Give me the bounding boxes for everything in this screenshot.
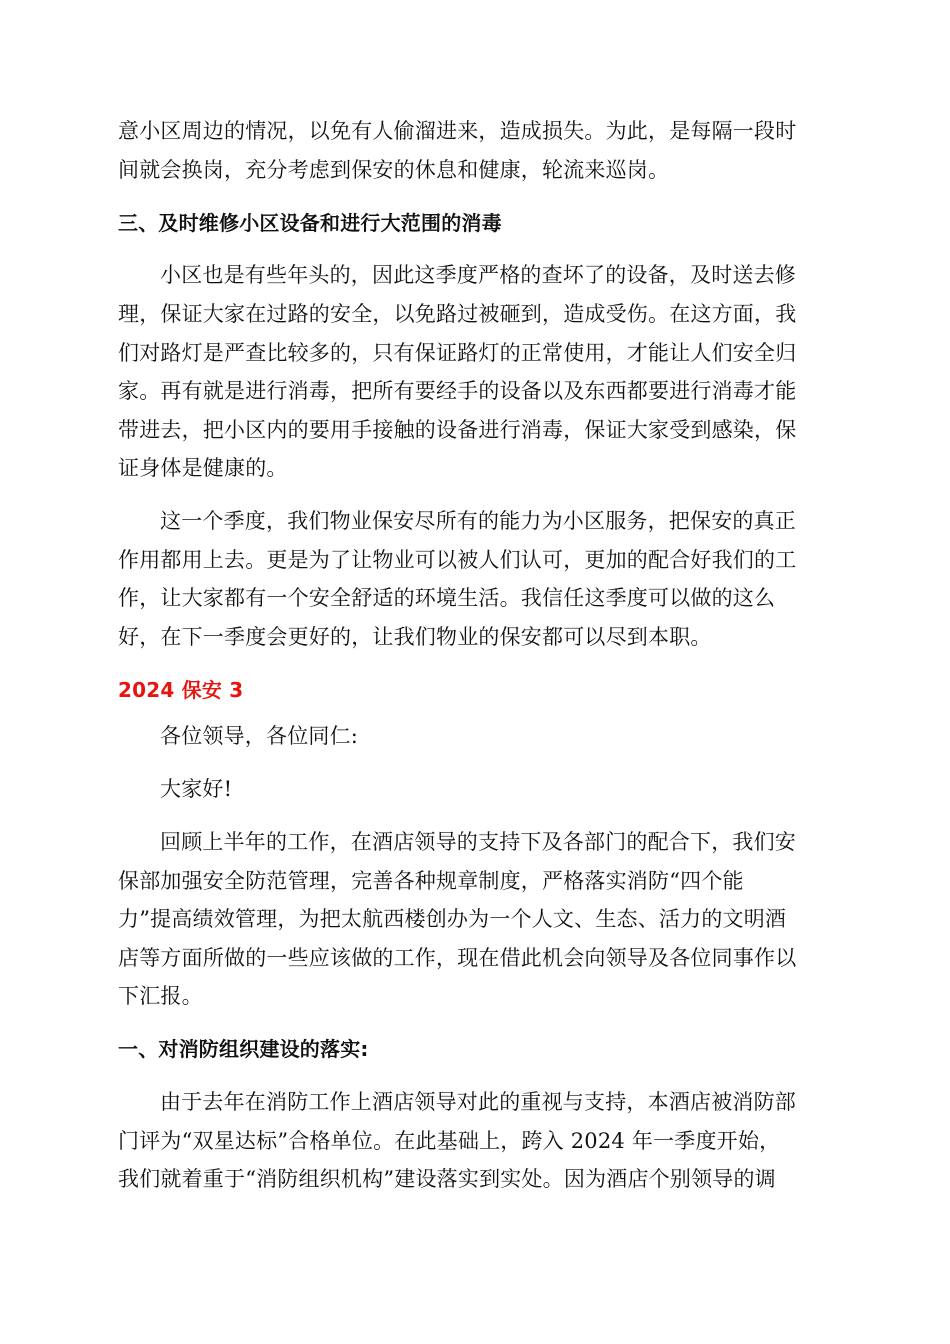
- section-title: 2024 保安 3: [118, 678, 244, 702]
- paragraph-intro-line-2: 间就会换岗，充分考虑到保安的休息和健康，轮流来巡岗。: [118, 158, 670, 182]
- paragraph-summary-line-4: 好，在下一季度会更好的，让我们物业的保安都可以尽到本职。: [118, 625, 712, 649]
- paragraph-repair-line-2: 理，保证大家在过路的安全，以免路过被砸到，造成受伤。在这方面，我: [118, 302, 797, 326]
- paragraph-review-line-3: 力”提高绩效管理，为把太航西楼创办为一个人文、生态、活力的文明酒: [118, 907, 787, 931]
- paragraph-fire-line-3: 我们就着重于“消防组织机构”建设落实到实处。因为酒店个别领导的调: [118, 1167, 776, 1191]
- greeting-all: 大家好!: [160, 777, 233, 801]
- paragraph-repair-line-3: 们对路灯是严查比较多的，只有保证路灯的正常使用，才能让人们安全归: [118, 341, 797, 365]
- paragraph-repair-line-6: 证身体是健康的。: [118, 456, 288, 480]
- paragraph-fire-line-2: 门评为“双星达标”合格单位。在此基础上，跨入 2024 年一季度开始，: [118, 1129, 781, 1153]
- paragraph-summary-line-2: 作用都用上去。更是为了让物业可以被人们认可，更加的配合好我们的工: [118, 548, 797, 572]
- paragraph-summary-line-3: 作，让大家都有一个安全舒适的环境生活。我信任这季度可以做的这么: [118, 586, 776, 610]
- heading-one: 一、对消防组织建设的落实:: [118, 1037, 369, 1061]
- paragraph-repair-line-1: 小区也是有些年头的，因此这季度严格的查坏了的设备，及时送去修: [160, 263, 796, 287]
- paragraph-repair-line-4: 家。再有就是进行消毒，把所有要经手的设备以及东西都要进行消毒才能: [118, 379, 797, 403]
- greeting-leaders: 各位领导，各位同仁:: [160, 724, 359, 748]
- paragraph-review-line-4: 店等方面所做的一些应该做的工作，现在借此机会向领导及各位同事作以: [118, 946, 797, 970]
- paragraph-intro-line-1: 意小区周边的情况，以免有人偷溜进来，造成损失。为此，是每隔一段时: [118, 119, 797, 143]
- paragraph-summary-line-1: 这一个季度，我们物业保安尽所有的能力为小区服务，把保安的真正: [160, 509, 796, 533]
- paragraph-repair-line-5: 带进去，把小区内的要用手接触的设备进行消毒，保证大家受到感染，保: [118, 418, 797, 442]
- paragraph-review-line-5: 下汇报。: [118, 984, 203, 1008]
- paragraph-review-line-2: 保部加强安全防范管理，完善各种规章制度，严格落实消防“四个能: [118, 869, 744, 893]
- paragraph-fire-line-1: 由于去年在消防工作上酒店领导对此的重视与支持，本酒店被消防部: [160, 1090, 796, 1114]
- heading-three: 三、及时维修小区设备和进行大范围的消毒: [118, 211, 502, 235]
- paragraph-review-line-1: 回顾上半年的工作，在酒店领导的支持下及各部门的配合下，我们安: [160, 830, 796, 854]
